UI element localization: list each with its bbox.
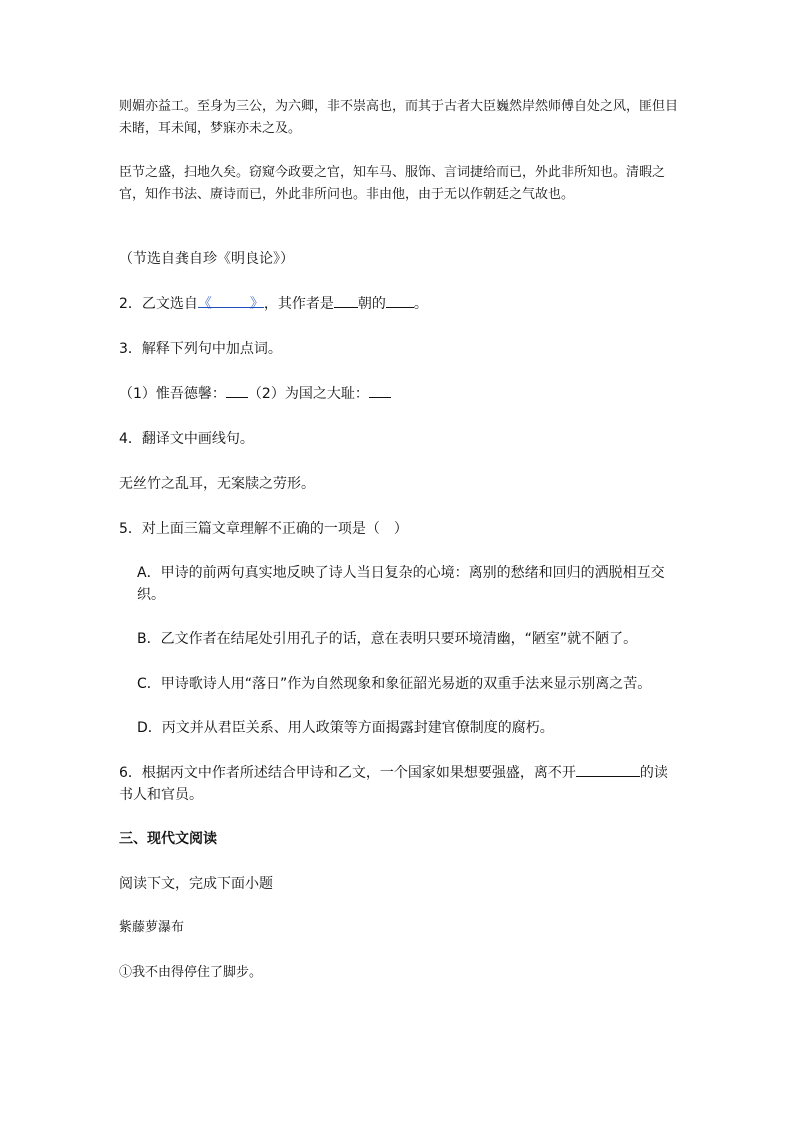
dynasty-blank[interactable] xyxy=(334,293,358,308)
question-3-items xyxy=(119,383,679,405)
question-5-option-a[interactable]: A．甲诗的前两句真实地反映了诗人当日复杂的心境：离别的愁绪和回归的洒脱相互交织。 xyxy=(137,565,665,603)
question-2-text-a: 2．乙文选自 xyxy=(119,296,198,312)
question-5-option-b[interactable]: B．乙文作者在结尾处引用孔子的话，意在表明只要环境清幽，“陋室”就不陋了。 xyxy=(137,631,638,647)
question-4-stem: 4．翻译文中画线句。 xyxy=(119,431,254,447)
question-5-option-d[interactable]: D．丙文并从君臣关系、用人政策等方面揭露封建官僚制度的腐朽。 xyxy=(137,720,554,736)
question-2 xyxy=(119,293,679,315)
passage-c-paragraph-1: 则媚亦益工。至身为三公，为六卿，非不崇高也，而其于古者大臣巍然岸然师傅自处之风，匪但目未睹，耳未闻，梦寐亦未之及。 xyxy=(119,99,679,136)
book-title-blank[interactable] xyxy=(197,293,264,312)
question-3-item-2: （2）为国之大耻： xyxy=(247,386,369,402)
question-3-item-1: （1）惟吾德馨： xyxy=(119,386,226,402)
passage-c-paragraph-2: 臣节之盛，扫地久矣。窃窥今政要之官，知车马、服饰、言词捷给而已，外此非所知也。清暇之官，知作书法、赓诗而已，外此非所问也。非由他，由于无以作朝廷之气故也。 xyxy=(119,165,666,202)
book-close-mark: 》 xyxy=(249,296,264,312)
question-2-text-d: 。 xyxy=(413,296,428,312)
question-2-text-c: 朝的 xyxy=(357,296,386,312)
question-6-text-b: 的读书人和官员。 xyxy=(119,765,668,803)
question-3-stem: 3．解释下列句中加点词。 xyxy=(119,341,282,357)
section-3-heading: 三、现代文阅读 xyxy=(119,831,217,847)
section-3-instruction: 阅读下文，完成下面小题 xyxy=(119,876,273,892)
author-blank[interactable] xyxy=(386,293,414,308)
article-paragraph-1: ①我不由得停住了脚步。 xyxy=(119,965,263,980)
question-6 xyxy=(119,762,679,806)
question-5-stem: 5．对上面三篇文章理解不正确的一项是（ ） xyxy=(119,521,408,537)
book-open-mark: 《 xyxy=(197,296,212,312)
question-4-sentence: 无丝竹之乱耳，无案牍之劳形。 xyxy=(119,476,315,492)
question-6-text-a: 6．根据丙文中作者所述结合甲诗和乙文，一个国家如果想要强盛，离不开 xyxy=(119,765,576,781)
article-title: 紫藤萝瀑布 xyxy=(119,920,185,935)
question-6-blank[interactable] xyxy=(576,762,640,777)
item-1-blank[interactable] xyxy=(226,383,248,398)
item-2-blank[interactable] xyxy=(369,383,391,398)
passage-c-source: （节选自龚自珍《明良论》） xyxy=(119,251,294,267)
question-2-text-b: ，其作者是 xyxy=(263,296,334,312)
question-5-option-c[interactable]: C．甲诗歌诗人用“落日”作为自然现象和象征韶光易逝的双重手法来显示别离之苦。 xyxy=(137,676,652,692)
